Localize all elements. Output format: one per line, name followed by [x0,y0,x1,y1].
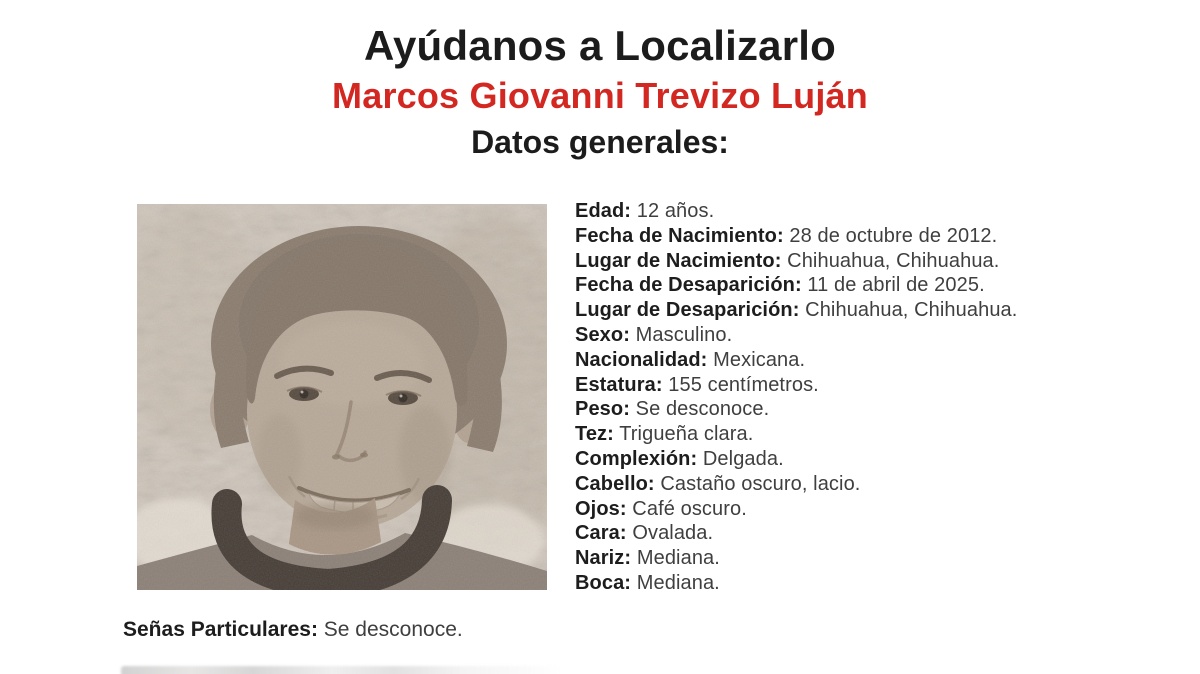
field-row [575,199,1095,224]
field-label: Sexo: [575,323,630,346]
field-label: Ojos: [575,497,627,520]
field-label: Cabello: [575,472,655,495]
field-value: 11 de abril de 2025. [807,274,985,297]
field-label: Estatura: [575,373,663,396]
field-value: 12 años. [636,200,715,222]
field-value: Ovalada. [632,522,714,545]
particular-signs-line [123,617,463,643]
field-value: Chihuahua, Chihuahua. [805,299,1018,322]
field-label: Complexión: [575,447,698,470]
field-value: Se desconoce. [323,618,463,641]
field-label: Fecha de Nacimiento: [575,224,784,247]
field-row [575,521,1095,546]
field-row [575,348,1095,373]
field-value: 28 de octubre de 2012. [789,224,998,247]
field-row [575,249,1095,274]
field-value: Castaño oscuro, lacio. [660,472,861,495]
field-row [575,422,1095,447]
field-label: Tez: [575,423,614,446]
field-value: Trigueña clara. [619,423,754,446]
field-row [575,571,1095,596]
poster-title: Ayúdanos a Localizarlo [364,22,836,69]
field-label: Fecha de Desaparición: [575,274,802,297]
field-label: Nariz: [575,547,632,570]
field-value: Delgada. [702,447,784,470]
field-label: Lugar de Nacimiento: [575,249,782,272]
field-row [575,546,1095,571]
field-value: Mediana. [636,571,720,594]
field-label: Señas Particulares: [123,618,318,641]
field-value: Chihuahua, Chihuahua. [787,249,1000,272]
field-value: 155 centímetros. [668,373,819,396]
field-row [575,323,1095,348]
field-value: Se desconoce. [635,398,770,421]
field-label: Peso: [575,398,630,421]
field-value: Café oscuro. [632,497,747,520]
missing-person-photo [137,204,547,590]
field-row [575,298,1095,323]
field-label: Edad: [575,200,632,222]
photo-grain-overlay [137,204,547,590]
field-row [575,497,1095,522]
field-row [575,447,1095,472]
field-label: Cara: [575,522,627,545]
cut-off-text-line [121,666,561,674]
field-label: Lugar de Desaparición: [575,299,800,322]
missing-person-name: Marcos Giovanni Trevizo Luján [332,75,868,117]
field-value: Mexicana. [713,348,806,371]
field-row [575,224,1095,249]
field-row [575,273,1095,298]
field-row [575,397,1095,422]
general-data-list [575,199,1095,596]
field-row [575,472,1095,497]
section-heading-general-data: Datos generales: [471,123,729,160]
field-label: Boca: [575,571,632,594]
field-value: Mediana. [636,547,720,570]
field-label: Nacionalidad: [575,348,708,371]
poster-header [0,22,1200,160]
field-value: Masculino. [635,323,733,346]
portrait-illustration [137,204,547,590]
field-row [575,373,1095,398]
